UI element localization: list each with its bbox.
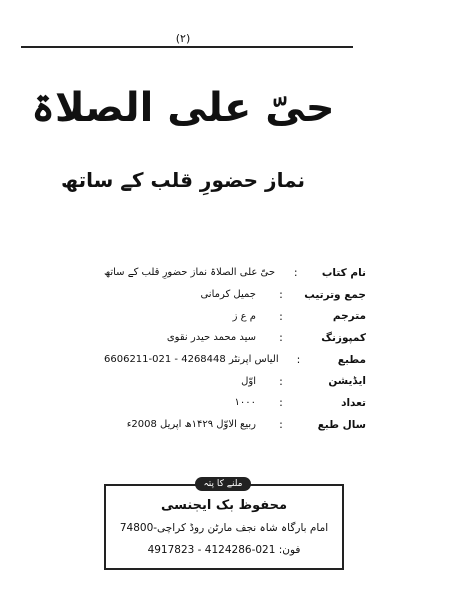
colophon-row-compiler — [104, 284, 366, 306]
book-title: حیّ علی الصلاۃ — [31, 85, 335, 131]
colophon-label: نام کتاب — [321, 266, 366, 279]
colophon-value: م ع ز — [232, 310, 256, 322]
colophon-colon: : — [279, 309, 283, 323]
colophon-colon: : — [279, 396, 283, 410]
agency-address: امام بارگاہ شاہ نجف مارٹن روڈ کراچی-74800 — [119, 522, 329, 534]
book-subtitle: نماز حضورِ قلب کے ساتھ — [60, 168, 306, 192]
page-number: (۲) — [175, 32, 191, 45]
colophon-row-translator — [104, 305, 366, 327]
colophon-value: الیاس اپرنٹر 4268448 - 021-6606211 — [104, 354, 279, 366]
colophon-colon: : — [296, 353, 301, 367]
colophon-colon: : — [279, 288, 283, 302]
colophon-colon: : — [279, 374, 283, 388]
colophon — [104, 262, 366, 436]
colophon-value: اوّل — [241, 375, 256, 387]
contact-box-tab: ملنے کا پتہ — [195, 477, 251, 491]
colophon-row-book-name — [104, 262, 366, 284]
colophon-colon: : — [293, 266, 298, 280]
colophon-label: جمع وترتیب — [304, 288, 366, 301]
colophon-label: سال طبع — [317, 418, 366, 431]
colophon-value: ۱۰۰۰ — [234, 397, 256, 409]
colophon-row-quantity — [104, 392, 366, 414]
top-rule — [21, 46, 353, 48]
colophon-value: حیّ علی الصلاۃ نماز حضورِ قلب کے ساتھ — [104, 267, 276, 279]
colophon-label: تعداد — [341, 396, 366, 409]
contact-box — [104, 484, 344, 570]
agency-phone: فون: 021-4124286 - 4917823 — [147, 544, 301, 556]
colophon-value: ربیع الاوّل ۱۴۲۹ھ اپریل 2008ء — [126, 419, 256, 431]
colophon-value: جمیل کرمانی — [200, 289, 256, 301]
colophon-colon: : — [279, 418, 283, 432]
colophon-label: مطبع — [337, 353, 366, 366]
colophon-colon: : — [279, 331, 283, 345]
colophon-label: کمپوزنگ — [321, 331, 366, 344]
colophon-row-edition — [104, 370, 366, 392]
colophon-label: مترجم — [332, 310, 366, 323]
colophon-row-printer — [104, 349, 366, 371]
colophon-row-print-year — [104, 414, 366, 436]
colophon-row-composing — [104, 327, 366, 349]
agency-name: محفوظ بک ایجنسی — [160, 498, 288, 513]
colophon-value: سید محمد حیدر نقوی — [166, 332, 256, 344]
colophon-label: ایڈیشن — [328, 375, 366, 388]
